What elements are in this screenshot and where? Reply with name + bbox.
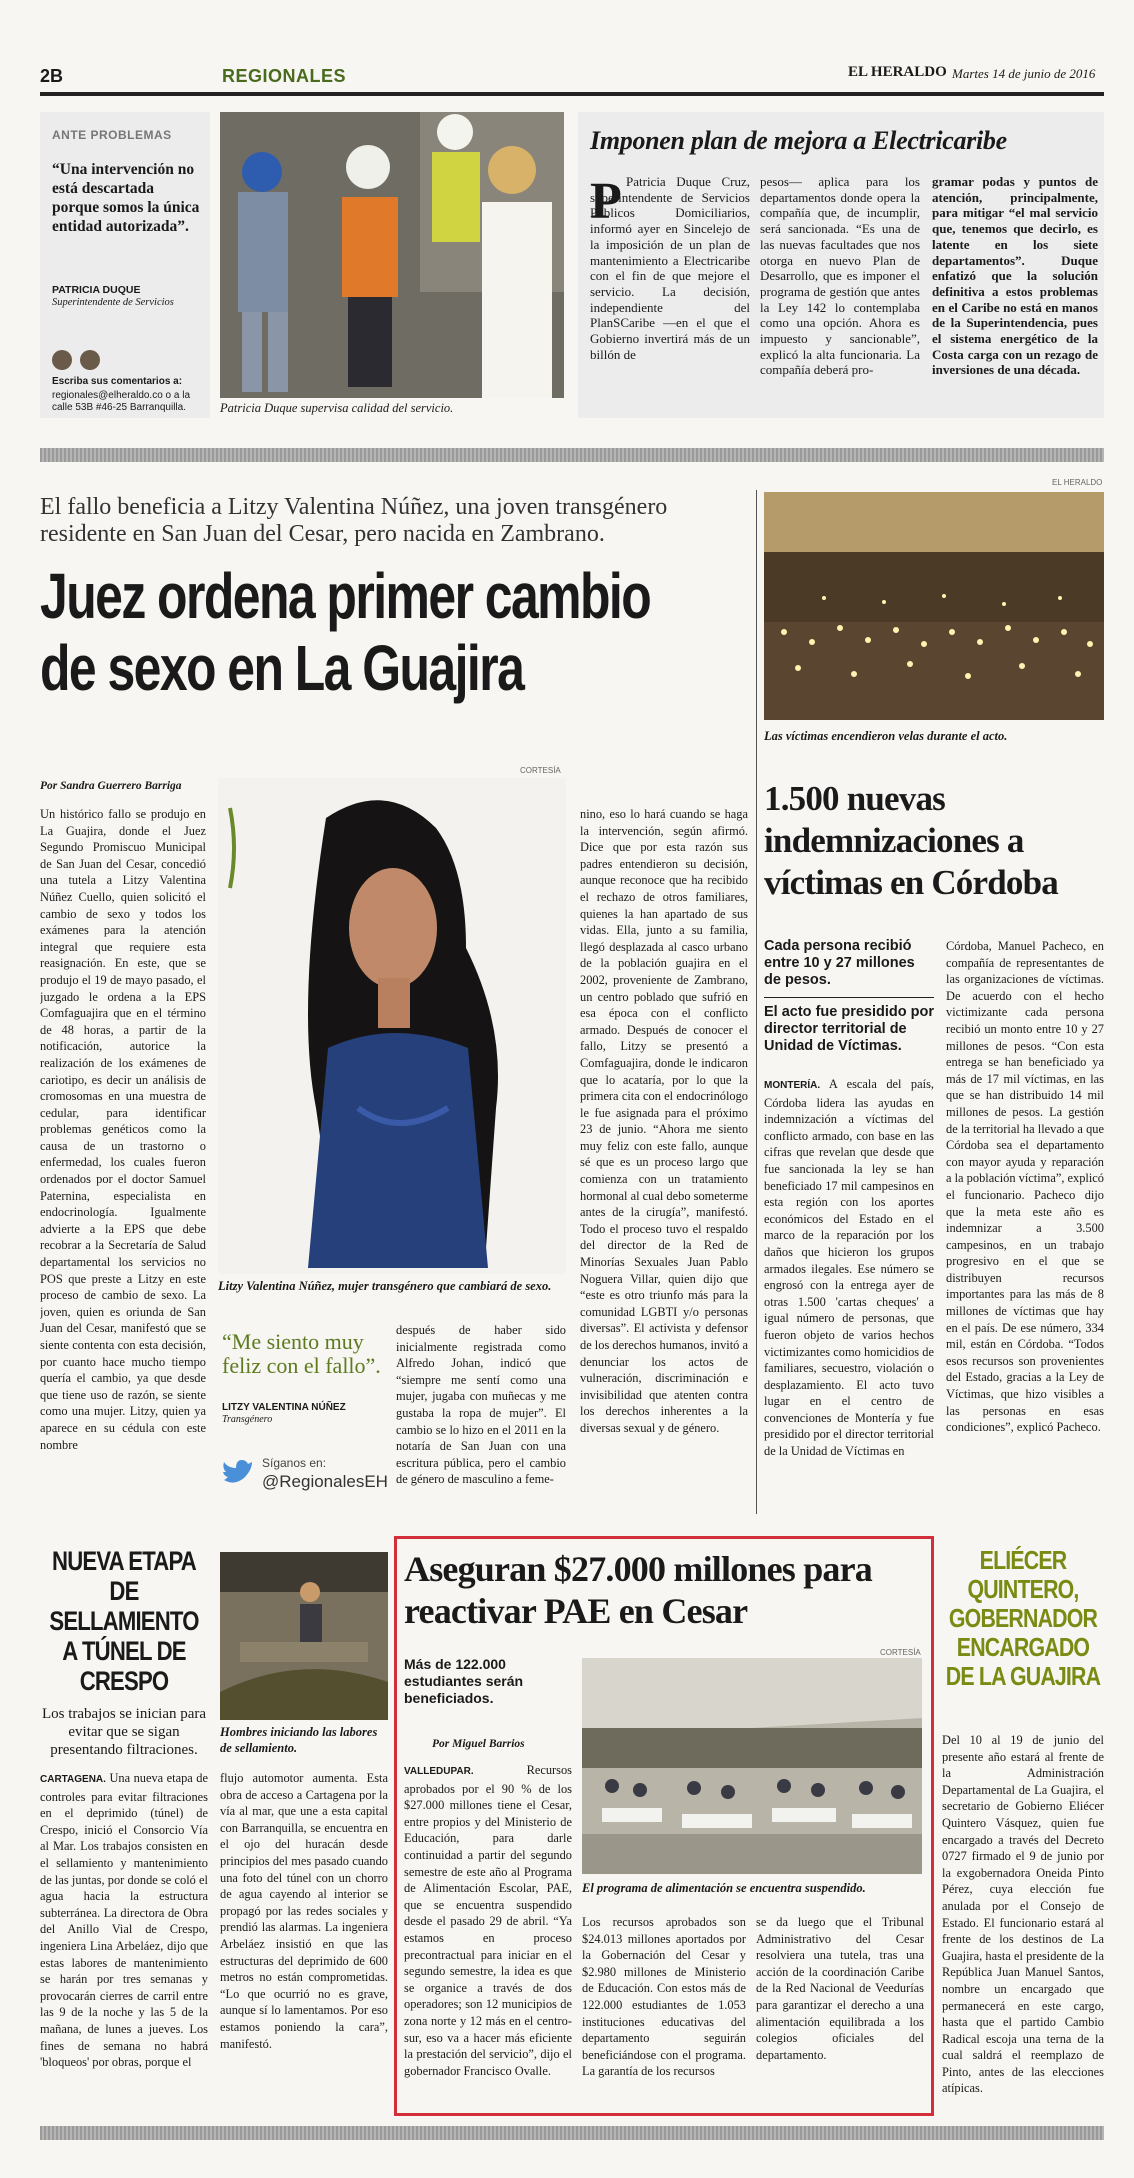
story5-photo-credit: CORTESÍA xyxy=(880,1648,921,1657)
story2-col1: Un histórico fallo se produjo en La Guajira, donde el Juez Segundo Promiscuo Municipal de San Juan del Cesar, concedió una tutela a Litzy Valentina Núñez Cuello, quien solicitó el cambio de sexo y todos los exámenes para la atención integral que requiere esta reasignación. En este, que se produjo el 19 de mayo pasado, el juzgado le ordena a la EPS Comfaguajira que en el término de 48 horas, a partir de la notificación, autorice la realización de los exámenes de cariotipo, es decir un análisis de cromosomas en una muestra de cedular, para identificar problemas genéticos como la causa de un trastorno o enfermedad, los cuales fueron ordenados por el doctor Samuel Paternina, especialista en endocrinología. Igualmente advierte a la EPS que debe recobrar a la Secretaría de Salud departamental los servicios no POS que preste a Litzy en este proceso de cambio de sexo. La joven, quien es oriunda de San Juan del Cesar, manifestó que se siente contenta con esta decisión, por cuanto hace mucho tiempo quería el cambio, ya que desde que tiene uso de razón, se siente como una mujer. Litzy, quien ya aparece en su cédula con este nombre xyxy=(40,807,206,1452)
story1-col2: pesos— aplica para los departamentos donde opera la compañía que, de incumplir, será sancionada. “Es una de las nuevas facultades que nos otorga en nuevo Plan de Desarrollo, que es imponer el programa de gestión que antes la Ley 142 lo contemplaba como una opción. Ahora es impuesto y sancionable”, explicó la alta funcionaria. La compañía deberá pro- xyxy=(760,174,920,378)
page-number: 2B xyxy=(40,66,64,86)
caption-tunnel: Hombres iniciando las labores de sellamiento. xyxy=(220,1725,378,1755)
story2-photo-credit: CORTESÍA xyxy=(520,766,561,775)
masthead-date: Martes 14 de junio de 2016 xyxy=(952,66,1096,81)
story3-deck2: El acto fue presidido por director territorial de Unidad de Víctimas. xyxy=(764,1004,934,1054)
sidebar-author-role: Superintendente de Servicios xyxy=(52,297,174,308)
story5-headline: Aseguran $27.000 millones para reactivar PAE en Cesar xyxy=(404,1549,873,1631)
section-title: REGIONALES xyxy=(222,66,347,86)
story2-deck: El fallo beneficia a Litzy Valentina Núñez, una joven transgénero residente en San Juan del Cesar, pero nacida en Zambrano. xyxy=(40,494,668,547)
sidebar-box xyxy=(40,112,210,418)
story3-deck1: Cada persona recibió entre 10 y 27 millones de pesos. xyxy=(764,938,915,988)
twitter-icon xyxy=(222,1460,254,1486)
story1-col3: gramar podas y puntos de atención, principalmente, para mitigar “el mal servicio que, tenemos que decirlo, es latente en los siete departamentos”. Duque enfatizó que la solución definitiva a estos problemas en el Caribe no está en manos de la Superintendencia, pues el sistema energético de la Costa carga con un rezago de inversiones de una década. xyxy=(932,174,1098,378)
sidebar-kicker: ANTE PROBLEMAS xyxy=(52,128,172,142)
comments-title: Escriba sus comentarios a: xyxy=(52,376,183,387)
sidebar-quote: “Una intervención no está descartada porque somos la única entidad autorizada”. xyxy=(52,161,200,235)
story5-deck: Más de 122.000 estudiantes serán beneficiados. xyxy=(404,1656,524,1706)
story3-col2: Córdoba, Manuel Pacheco, en compañía de representantes de las organizaciones de víctimas. De acuerdo con el hecho victimizante cada persona recibió un monto entre 10 y 27 millones de pesos. “Con esta entrega se han beneficiado ya más de 17 mil víctimas, en las que se han distribuido 14 mil millones de pesos. La gestión de la territorial ha llevado a que Córdoba sea el departamento con mayor ayuda y reparación a la población víctima”, explicó el funcionario. Pacheco dijo que la meta este año es indemnizar a 3.500 campesinos, en un trabajo progresivo en el que se distribuyen recursos importantes para las más de 8 millones de víctimas que hay en el país. De ese número, 334 mil, están en Córdoba. “Todos esos recursos son provenientes del Estado, gracias a la Ley de Víctimas, que hizo visibles a las personas en esas condiciones”, explicó Pacheco. xyxy=(946,939,1104,1435)
story3-photo-credit: EL HERALDO xyxy=(1052,478,1103,487)
divider-band-bottom xyxy=(40,2126,1104,2140)
story1-dropcap: P xyxy=(590,173,622,230)
pull-quote-role: Transgénero xyxy=(222,1414,273,1425)
masthead-name: EL HERALDO xyxy=(848,64,947,80)
social-handle[interactable]: @RegionalesEH xyxy=(262,1472,388,1491)
photo-school-lunch xyxy=(582,1658,922,1874)
story6-body: Del 10 al 19 de junio del presente año estará al frente de la Administración Departamental de La Guajira, el secretario de Gobierno Eliécer Quintero Vásquez, quien fue encargado a través del Decreto 0727 firmado el 9 de junio por la exgobernadora Oneida Pinto Pérez, cuya elección fue anulada por el Consejo de Estado. El funcionario estará al frente de los destinos de La Guajira, hasta el presidente de la República Juan Manuel Santos, nombre un encargado que permanecerá en este cargo, hasta que el partido Cambio Radical escoja una terna de la cual saldrá el reemplazo de Pinto, antes de las elecciones atípicas. xyxy=(942,1733,1104,2096)
caption-inspection: Patricia Duque supervisa calidad del servicio. xyxy=(220,401,454,415)
story3-col1: MONTERÍA. A escala del país, Córdoba lidera las ayudas en indemnización a víctimas del conflicto armado, con base en las cifras que revelan que desde que fue sancionada la ley se han beneficiado 17 mil campesinos en esta región con los aportes económicos del Estado en el marco de la reparación por los daños que hicieron los grupos armados ilegales. Ese número se engrosó con la entrega ayer de otras 1.500 'cartas cheques' a igual número de personas, que fueron objeto de varios hechos victimizantes como homicidios de familiares, secuestro, violación o desplazamiento. El acto tuvo lugar en el centro de convenciones de Montería y fue presidido por el director territorial de la Unidad de Víctimas en xyxy=(764,1077,934,1459)
social-label: Síganos en: xyxy=(262,1456,327,1470)
story1-col1: Patricia Duque Cruz, superintendente de Servicios Públicos Domiciliarios, informó ayer en Sincelejo de la imposición de un plan de mantenimiento a Electricaribe con el fin de que mejore el servicio. La decisión, independiente del PlanSCaribe —en el que el Gobierno invertirá más de un billón de xyxy=(590,174,750,362)
story5-col1: VALLEDUPAR. Recursos aprobados por el 90 % de los $27.000 millones tiene el Cesar, entre propios y del Ministerio de Educación, para darle continuidad a partir del segundo semestre de este año al Programa de Alimentación Escolar, PAE, que se encuentra suspendido desde el pasado 29 de abril. “Ya estamos en proceso precontractual para iniciar en el segundo semestre, la idea es que se organice a través de dos operadores; son 12 municipios de zona norte y 12 más en el centro-sur, eso va a hacer más eficiente la prestación del servicio”, dijo el gobernador Francisco Ovalle. xyxy=(404,1763,572,2078)
story1-headline: Imponen plan de mejora a Electricaribe xyxy=(590,126,1007,155)
story2-byline: Por Sandra Guerrero Barriga xyxy=(40,780,182,792)
pull-quote: “Me siento muy feliz con el fallo”. xyxy=(222,1329,381,1378)
story5-col2: Los recursos aprobados son $24.013 millones aportados por la Gobernación del Cesar y $2.980 millones de Ministerio de Educación. Con estos más de 122.000 estudiantes de 1.053 instituciones educativas del departamento seguirán beneficiándose con el programa. La garantía de los recursos xyxy=(582,1915,746,2079)
photo-litzy xyxy=(218,778,566,1274)
header-rule xyxy=(40,92,1104,96)
photo-tunnel xyxy=(220,1552,388,1720)
facebook-icon xyxy=(52,350,72,370)
caption-candles: Las víctimas encendieron velas durante el acto. xyxy=(764,729,1008,743)
story2-headline: Juez ordena primer cambio de sexo en La Guajira xyxy=(40,560,651,704)
story4-headline: NUEVA ETAPA DE SELLAMIENTO A TÚNEL DE CRESPO xyxy=(49,1546,199,1696)
story6-headline: ELIÉCER QUINTERO, GOBERNADOR ENCARGADO DE LA GUAJIRA xyxy=(945,1545,1101,1691)
email-icon xyxy=(80,350,100,370)
story2-col3: nino, eso lo hará cuando se haga la intervención, según afirmó. Dice que por esta razón sus padres entendieron su decisión, aunque reconoce que ha recibido el rechazo de otros familiares, quienes la han apartado de sus vidas. Ella, junto a su familia, llegó desplazada al casco urbano de la población guajira en el 2002, proveniente de Zambrano, un centro poblado que sufrió en esa época con el conflicto armado. Después de conocer el fallo, Litzy se presentó a Comfaguajira, donde le indicaron que lo acataría, por lo que la primera cita con el endocrinólogo le fue asignada para el próximo 23 de junio. “Ahora me siento muy feliz con este fallo, aunque sé que es un proceso largo que comienza con un tratamiento hormonal al cual debo someterme antes de la cirugía”, manifestó. Todo el proceso tuvo el respaldo del director de la Red de Minorías Sexuales Juan Pablo Noguera Villar, quien dijo que “este es otro triunfo más para la comunidad LGBTI y/o personas diversas”. El activista y defensor de los derechos humanos, invitó a denunciar los actos de vulneración, discriminación e invisibilidad que atenten contra los derechos inherentes a la diversas sexual y de género. xyxy=(580,807,748,1435)
sidebar-author: PATRICIA DUQUE xyxy=(52,284,141,296)
story4-deck: Los trabajos se inician para evitar que se sigan presentando filtraciones. xyxy=(41,1706,207,1758)
pull-quote-author: LITZY VALENTINA NÚÑEZ xyxy=(222,1402,346,1413)
photo-candles xyxy=(764,492,1104,720)
story4-col1: CARTAGENA. Una nueva etapa de controles para evitar filtraciones en el deprimido (túnel) de Crespo, inició el Consorcio Vía al Mar. Los trabajos consisten en el sellamiento y mantenimiento de las juntas, por donde se coló el agua hacia la estructura subterránea. La directora de Obra del Anillo Vial de Crespo, ingeniera Lina Arbeláez, dijo que estas labores de mantenimiento se harán por tres semanas y provocarán cierres de carril entre las 9 de la noche y las 5 de la mañana, de lunes a jueves. Los fines de semana no habrá 'bloqueos' por obras, porque el xyxy=(40,1771,208,2070)
story2-col2b: después de haber sido inicialmente registrada como Alfredo Johan, indicó que “siempre me sentí como una mujer, jugaba con muñecas y me gustaba la ropa de mujer”. El cambio se lo hizo en el 2011 en la notaría de San Juan con una escritura pública, pero el cambio de género de masculino a feme- xyxy=(396,1323,566,1487)
story5-col3: se da luego que el Tribunal Administrativo del Cesar resolviera una tutela, tras una acción de la coordinación Caribe de la Red Nacional de Veedurías para garantizar el derecho a una alimentación equilibrada a los colegios oficiales del departamento. xyxy=(756,1915,924,2062)
story5-byline: Por Miguel Barrios xyxy=(432,1738,525,1750)
caption-litzy: Litzy Valentina Núñez, mujer transgénero que cambiará de sexo. xyxy=(218,1279,552,1293)
photo-inspection xyxy=(220,112,564,398)
caption-school-lunch: El programa de alimentación se encuentra suspendido. xyxy=(582,1881,866,1895)
story3-headline: 1.500 nuevas indemnizaciones a víctimas en Córdoba xyxy=(764,779,1058,902)
story3-deck-rule xyxy=(764,997,934,998)
column-rule-main xyxy=(756,490,757,1514)
comments-body: regionales@elheraldo.co o a la calle 53B #46-25 Barranquilla. xyxy=(52,390,191,413)
story4-col2: flujo automotor aumenta. Esta obra de acceso a Cartagena por la vía al mar, que une a esta capital con Barranquilla, se encuentra en el ojo del huracán desde principios del mes pasado cuando una foto del túnel con un chorro de agua cayendo al interior se propagó por las redes sociales y prendió las alarmas. La ingeniera Arbeláez insistió en que las estructuras del deprimido de 600 metros no están comprometidas. “Lo que ocurrió no es grave, aunque sí lo lamentamos. Por eso estamos poniendo la cara”, manifestó. xyxy=(220,1771,388,2051)
divider-band-top xyxy=(40,448,1104,462)
